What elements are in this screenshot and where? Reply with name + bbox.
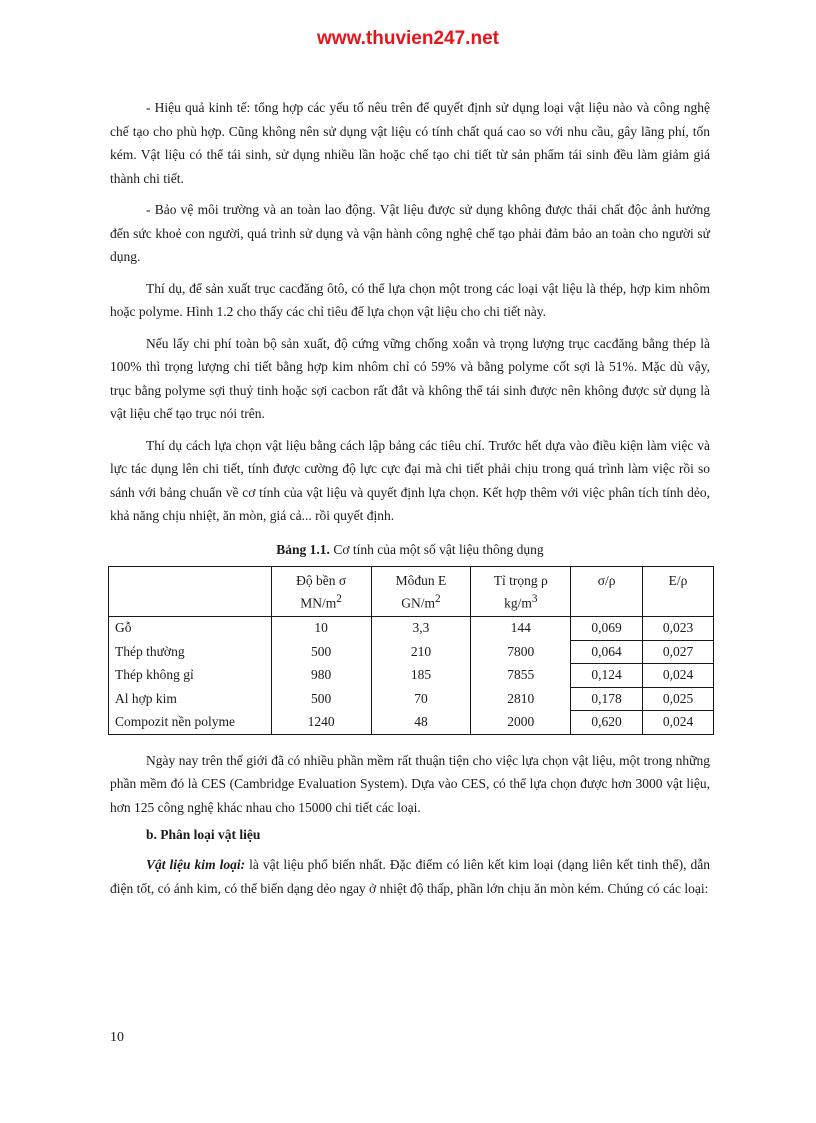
table-caption (110, 542, 710, 558)
density-value: 2000 (471, 711, 571, 735)
density-value: 144 (471, 617, 571, 641)
modulus-value: 48 (371, 711, 471, 735)
specific-modulus-value: 0,023 (643, 617, 714, 641)
paragraph-environment-safety: - Bảo vệ môi trường và an toàn lao động. Vật liệu được sử dụng không được thải chất độc ảnh hưởng đến sức khoẻ con người, quá trình sử dụng và vận hành công nghệ chế tạo phải đảm bảo an toàn cho người sử dụng. (110, 202, 710, 264)
table-caption-text: Cơ tính của một số vật liệu thông dụng (329, 541, 544, 557)
modulus-value: 3,3 (371, 617, 471, 641)
strength-value: 10 (271, 617, 371, 641)
paragraph-metallic-materials (110, 853, 710, 900)
specific-strength-value: 0,124 (571, 664, 643, 688)
paragraph-economic-efficiency: - Hiệu quả kinh tế: tổng hợp các yếu tố nêu trên để quyết định sử dụng loại vật liệu nào và công nghệ chế tạo cho phù hợp. Cũng không nên sử dụng vật liệu có tính chất quá cao so với nhu cầu, gây lãng phí, tốn kém. Vật liệu có thể tái sinh, sử dụng nhiều lần hoặc chế tạo chi tiết từ sản phẩm tái sinh đều làm giảm giá thành chi tiết. (110, 100, 710, 186)
material-name: Compozit nền polyme (109, 711, 272, 735)
metal-description: là vật liệu phổ biến nhất. Đặc điểm có liên kết kim loại (dạng liên kết tinh thể), dẫn điện tốt, có ánh kim, có thể biến dạng dẻo ngay ở nhiệt độ thấp, phần lớn chịu ăn mòn kém. Chúng có các loại: (110, 857, 710, 896)
header-cell-modulus: Môđun E $GN/m^2$ (371, 566, 471, 617)
site-watermark-link[interactable]: www.thuvien247.net (317, 28, 499, 49)
specific-strength-value: 0,064 (571, 640, 643, 664)
strength-value: 500 (271, 640, 371, 664)
page-content (110, 96, 710, 908)
header-cell-specific-modulus: E/ρ (643, 566, 714, 617)
header-cell-density: Tỉ trọng ρ $kg/m^3$ (471, 566, 571, 617)
strength-value: 1240 (271, 711, 371, 735)
page-number: 10 (110, 1030, 124, 1045)
table-row (109, 664, 714, 688)
table-header-row (109, 566, 714, 617)
metal-term: Vật liệu kim loại: (146, 857, 246, 872)
table-row (109, 617, 714, 641)
table-row (109, 687, 714, 711)
density-value: 7855 (471, 664, 571, 688)
material-name: Thép không gỉ (109, 664, 272, 688)
specific-strength-value: 0,178 (571, 687, 643, 711)
header-cell-material (109, 566, 272, 617)
modulus-value: 210 (371, 640, 471, 664)
strength-value: 980 (271, 664, 371, 688)
table-row (109, 711, 714, 735)
table-caption-label: Bảng 1.1. (276, 541, 330, 557)
specific-modulus-value: 0,024 (643, 664, 714, 688)
specific-modulus-value: 0,024 (643, 711, 714, 735)
material-name: Thép thường (109, 640, 272, 664)
paragraph-ces-software: Ngày nay trên thế giới đã có nhiều phần mềm rất thuận tiện cho việc lựa chọn vật liệu, một trong những phần mềm đó là CES (Cambridge Evaluation System). Dựa vào CES, có thể lựa chọn được hơn 3000 vật liệu, hơn 125 công nghệ khác nhau cho 15000 chi tiết các loại. (110, 752, 710, 815)
specific-strength-value: 0,620 (571, 711, 643, 735)
modulus-value: 70 (371, 687, 471, 711)
paragraph-criteria-table-method: Thí dụ cách lựa chọn vật liệu bằng cách lập bảng các tiêu chí. Trước hết dựa vào điều kiện làm việc và lực tác dụng lên chi tiết, tính được cường độ lực cực đại mà chi tiết phải chịu trong quá trình làm việc rồi so sánh với bảng chuẩn về cơ tính của vật liệu và quyết định lựa chọn. Kết hợp thêm với việc phân tích tính dẻo, khả năng chịu nhiệt, ăn mòn, giá cả... rồi quyết định. (110, 437, 710, 523)
specific-modulus-value: 0,025 (643, 687, 714, 711)
paragraph-cost-comparison: Nếu lấy chi phí toàn bộ sản xuất, độ cứng vững chống xoắn và trọng lượng trục cacđăng bằng thép là 100% thì trọng lượng chi tiết bằng hợp kim nhôm chỉ có 59% và bằng polyme cốt sợi là 51%. Mặc dù vậy, trục bằng polyme sợi thuỷ tinh hoặc sợi cacbon rất đắt và không thể tái sinh được nên không được sử dụng là vật liệu chế tạo trục nói trên. (110, 335, 710, 421)
strength-value: 500 (271, 687, 371, 711)
density-value: 2810 (471, 687, 571, 711)
header-cell-specific-strength: σ/ρ (571, 566, 643, 617)
density-value: 7800 (471, 640, 571, 664)
material-name: Gỗ (109, 617, 272, 641)
mechanical-properties-table (108, 566, 714, 735)
header-cell-strength: Độ bền σ $MN/m^2$ (271, 566, 371, 617)
modulus-value: 185 (371, 664, 471, 688)
table-row (109, 640, 714, 664)
material-name: Al hợp kim (109, 687, 272, 711)
specific-modulus-value: 0,027 (643, 640, 714, 664)
paragraph-cardan-example: Thí dụ, để sản xuất trục cacđăng ôtô, có thể lựa chọn một trong các loại vật liệu là thép, hợp kim nhôm hoặc polyme. Hình 1.2 cho thấy các chỉ tiêu để lựa chọn vật liệu cho chi tiết này. (110, 280, 710, 319)
specific-strength-value: 0,069 (571, 617, 643, 641)
section-heading-material-classification: b. Phân loại vật liệu (146, 827, 261, 842)
